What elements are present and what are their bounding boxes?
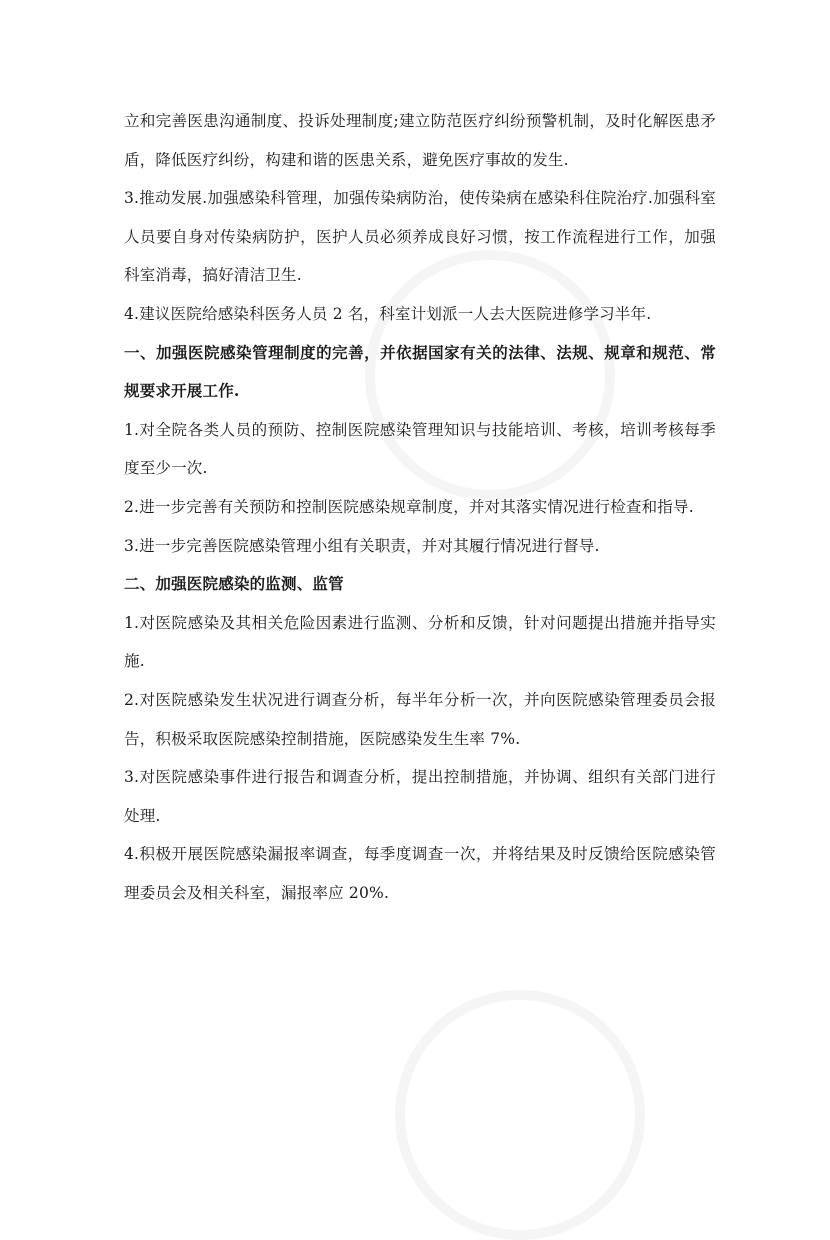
paragraph-intro-continuation: 立和完善医患沟通制度、投诉处理制度;建立防范医疗纠纷预警机制，及时化解医患矛盾，降低医疗纠纷，构建和谐的医患关系，避免医疗事故的发生.	[124, 112, 716, 169]
paragraph-monitoring: 1.对医院感染及其相关危险因素进行监测、分析和反馈，针对问题提出措施并指导实施.	[124, 613, 716, 671]
paragraph-group-duties: 3.进一步完善医院感染管理小组有关职责，并对其履行情况进行督导.	[124, 536, 600, 555]
paragraph-training: 1.对全院各类人员的预防、控制医院感染管理知识与技能培训、考核，培训考核每季度至少一次.	[124, 420, 716, 478]
paragraph-analysis: 2.对医院感染发生状况进行调查分析，每半年分析一次，并向医院感染管理委员会报告，积极采取医院感染控制措施，医院感染发生生率 7%.	[124, 690, 716, 748]
section-heading-1: 一、加强医院感染管理制度的完善，并依据国家有关的法律、法规、规章和规范、常规要求开展工作.	[124, 342, 716, 401]
paragraph-underreport-survey: 4.积极开展医院感染漏报率调查，每季度调查一次，并将结果及时反馈给医院感染管理委员会及相关科室，漏报率应 20%.	[124, 845, 716, 902]
paragraph-incident-report: 3.对医院感染事件进行报告和调查分析，提出控制措施，并协调、组织有关部门进行处理.	[124, 768, 716, 825]
document-body	[124, 102, 716, 912]
paragraph-promote-development: 3.推动发展.加强感染科管理，加强传染病防治，使传染病在感染科住院治疗.加强科室人员要自身对传染病防护，医护人员必须养成良好习惯，按工作流程进行工作，加强科室消毒，搞好清洁卫生.	[124, 189, 716, 285]
paragraph-regulations: 2.进一步完善有关预防和控制医院感染规章制度，并对其落实情况进行检查和指导.	[124, 497, 694, 516]
section-heading-2: 二、加强医院感染的监测、监管	[124, 574, 344, 594]
paragraph-staff-suggestion: 4.建议医院给感染科医务人员 2 名，科室计划派一人去大医院进修学习半年.	[124, 304, 652, 323]
watermark-seal-icon	[395, 990, 645, 1240]
